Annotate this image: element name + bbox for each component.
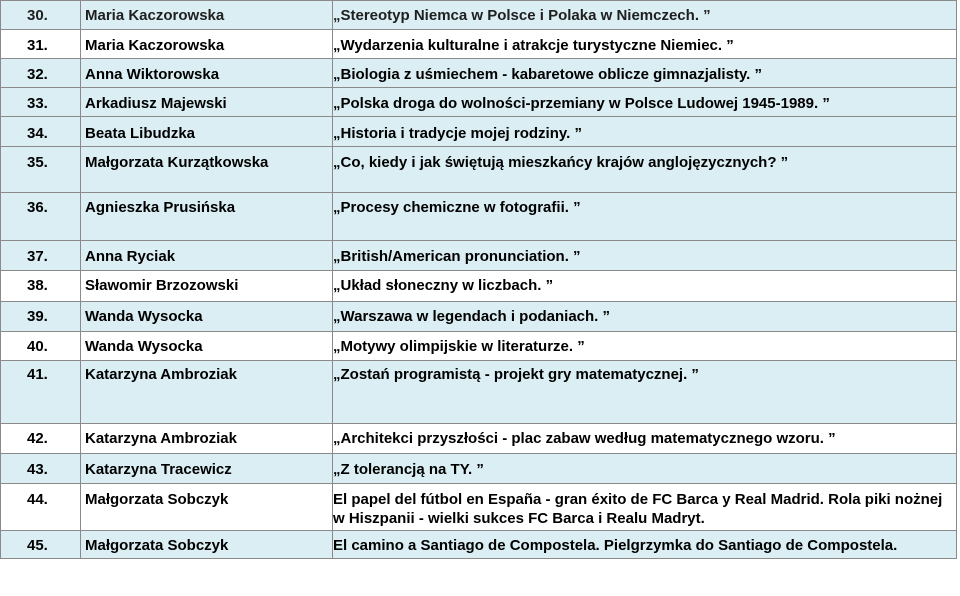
table-row xyxy=(1,88,957,117)
row-number: 37. xyxy=(1,241,81,271)
table-row xyxy=(1,484,957,531)
project-title: „Układ słoneczny w liczbach. ” xyxy=(333,271,957,302)
row-number: 42. xyxy=(1,424,81,454)
author-name: Wanda Wysocka xyxy=(81,302,333,332)
project-title: El papel del fútbol en España - gran éxito de FC Barca y Real Madrid. Rola piki nożnej w Hiszpanii - wielki sukces FC Barca i Realu Madryt. xyxy=(333,484,957,531)
row-number: 35. xyxy=(1,147,81,193)
table-row xyxy=(1,147,957,193)
row-number: 31. xyxy=(1,30,81,59)
row-number: 33. xyxy=(1,88,81,117)
project-title: „Z tolerancją na TY. ” xyxy=(333,454,957,484)
row-number: 44. xyxy=(1,484,81,531)
author-name: Katarzyna Ambroziak xyxy=(81,424,333,454)
row-number: 39. xyxy=(1,302,81,332)
table-row xyxy=(1,454,957,484)
author-name: Beata Libudzka xyxy=(81,117,333,147)
project-title: „Co, kiedy i jak świętują mieszkańcy krajów anglojęzycznych? ” xyxy=(333,147,957,193)
table-row xyxy=(1,271,957,302)
table-row xyxy=(1,531,957,559)
author-name: Małgorzata Kurzątkowska xyxy=(81,147,333,193)
row-number: 30. xyxy=(1,1,81,30)
author-name: Wanda Wysocka xyxy=(81,332,333,361)
row-number: 38. xyxy=(1,271,81,302)
table-row xyxy=(1,361,957,424)
project-title: „Biologia z uśmiechem - kabaretowe oblicze gimnazjalisty. ” xyxy=(333,59,957,88)
author-name: Anna Ryciak xyxy=(81,241,333,271)
row-number: 36. xyxy=(1,193,81,241)
author-name: Małgorzata Sobczyk xyxy=(81,484,333,531)
table-row xyxy=(1,424,957,454)
project-title: El camino a Santiago de Compostela. Pielgrzymka do Santiago de Compostela. xyxy=(333,531,957,559)
table-row xyxy=(1,332,957,361)
table-row xyxy=(1,30,957,59)
project-title: „Zostań programistą - projekt gry matematycznej. ” xyxy=(333,361,957,424)
project-title: „Architekci przyszłości - plac zabaw według matematycznego wzoru. ” xyxy=(333,424,957,454)
table-row xyxy=(1,241,957,271)
author-name: Maria Kaczorowska xyxy=(81,30,333,59)
table-row xyxy=(1,59,957,88)
author-name: Sławomir Brzozowski xyxy=(81,271,333,302)
project-title: „Warszawa w legendach i podaniach. ” xyxy=(333,302,957,332)
row-number: 40. xyxy=(1,332,81,361)
row-number: 43. xyxy=(1,454,81,484)
project-title: „Motywy olimpijskie w literaturze. ” xyxy=(333,332,957,361)
row-number: 34. xyxy=(1,117,81,147)
project-title: „Wydarzenia kulturalne i atrakcje turystyczne Niemiec. ” xyxy=(333,30,957,59)
table-row xyxy=(1,302,957,332)
table-row xyxy=(1,1,957,30)
author-name: Maria Kaczorowska xyxy=(81,1,333,30)
author-name: Agnieszka Prusińska xyxy=(81,193,333,241)
row-number: 32. xyxy=(1,59,81,88)
author-name: Małgorzata Sobczyk xyxy=(81,531,333,559)
author-name: Anna Wiktorowska xyxy=(81,59,333,88)
project-title: „British/American pronunciation. ” xyxy=(333,241,957,271)
author-name: Katarzyna Tracewicz xyxy=(81,454,333,484)
project-title: „Polska droga do wolności-przemiany w Polsce Ludowej 1945-1989. ” xyxy=(333,88,957,117)
project-title: „Historia i tradycje mojej rodziny. ” xyxy=(333,117,957,147)
author-name: Katarzyna Ambroziak xyxy=(81,361,333,424)
author-name: Arkadiusz Majewski xyxy=(81,88,333,117)
project-title: „Procesy chemiczne w fotografii. ” xyxy=(333,193,957,241)
project-title: „Stereotyp Niemca w Polsce i Polaka w Niemczech. ” xyxy=(333,1,957,30)
table-row xyxy=(1,193,957,241)
row-number: 41. xyxy=(1,361,81,424)
row-number: 45. xyxy=(1,531,81,559)
table-row xyxy=(1,117,957,147)
